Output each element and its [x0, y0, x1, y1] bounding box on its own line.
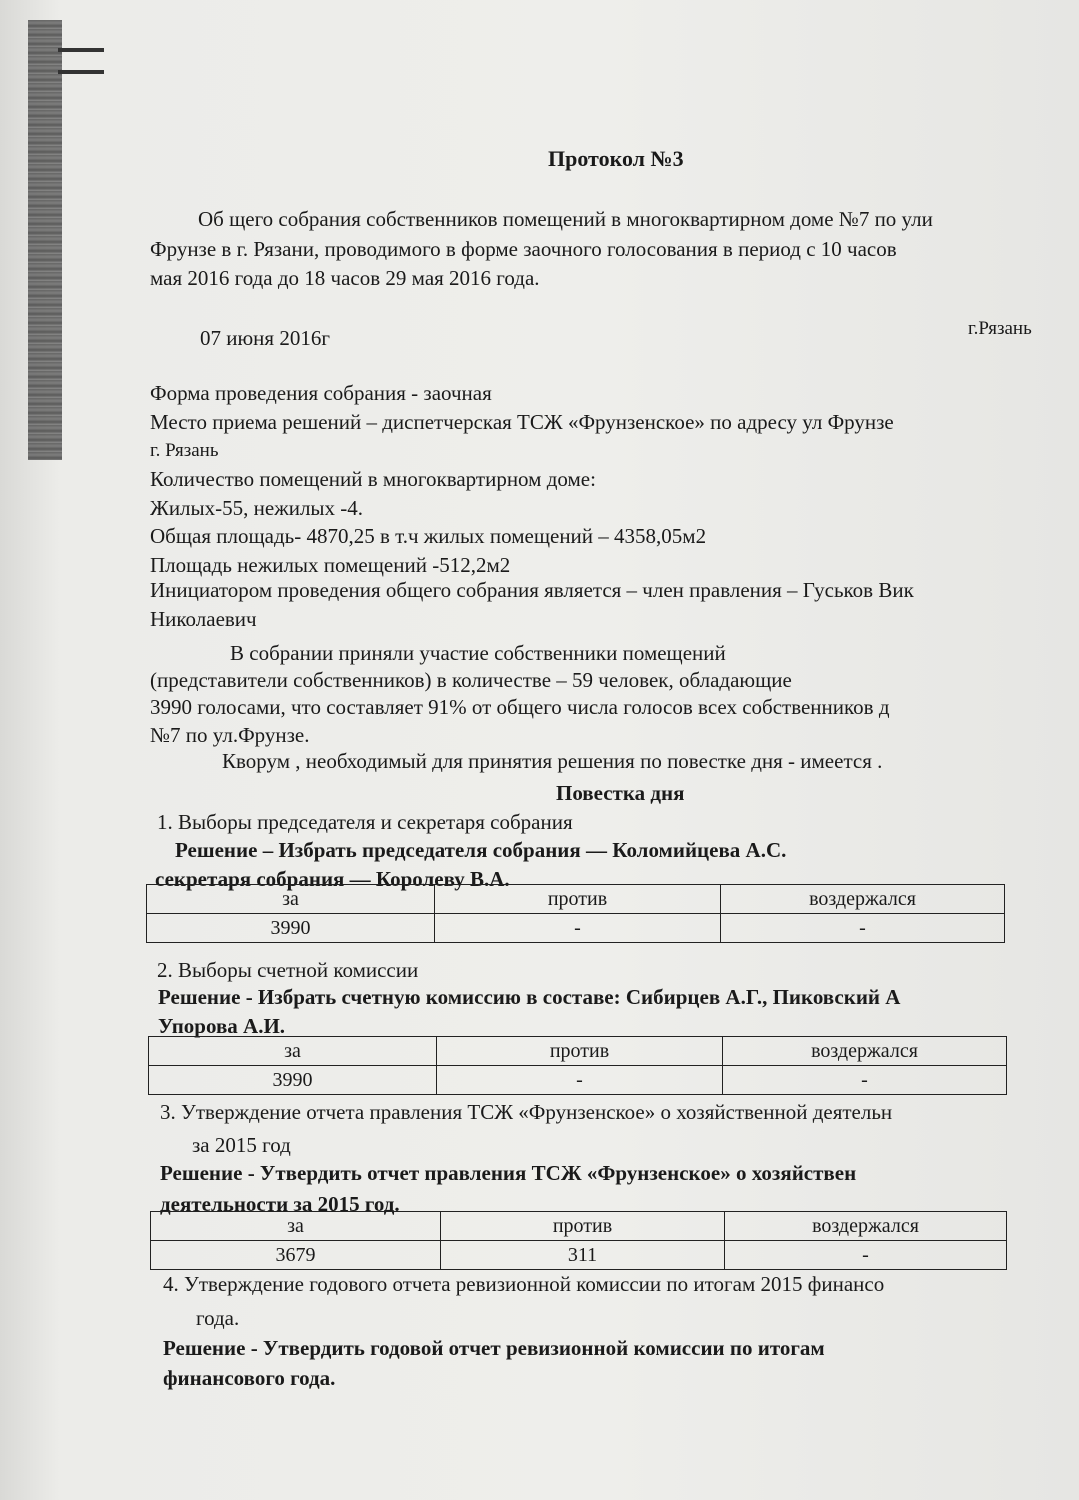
vote-value-for: 3990: [147, 914, 435, 943]
item-3-decision-1: Решение - Утвердить отчет правления ТСЖ «Фрунзенское» о хозяйствен: [160, 1161, 857, 1185]
item-2-title: 2. Выборы счетной комиссии: [157, 958, 419, 982]
info-city: г. Рязань: [150, 440, 219, 461]
item-4-decision-2: финансового года.: [163, 1366, 336, 1390]
intro-line-3: мая 2016 года до 18 часов 29 мая 2016 года.: [150, 266, 540, 290]
info-initiator: Инициатором проведения общего собрания является – член правления – Гуськов Вик: [150, 578, 914, 602]
info-rooms-title: Количество помещений в многоквартирном доме:: [150, 467, 596, 491]
vote-value-against: -: [437, 1066, 723, 1095]
agenda-title: Повестка дня: [556, 781, 685, 805]
intro-line-2: Фрунзе в г. Рязани, проводимого в форме заочного голосования в период с 10 часов: [150, 237, 897, 261]
item-3-title-2: за 2015 год: [192, 1133, 291, 1157]
participation-line-2: (представители собственников) в количестве – 59 человек, обладающие: [150, 668, 792, 692]
vote-value-row: [147, 914, 1005, 943]
vote-header-abstain: воздержался: [725, 1212, 1007, 1241]
vote-value-abstain: -: [721, 914, 1005, 943]
item-3-vote-table: [150, 1211, 1007, 1270]
document-city: г.Рязань: [968, 318, 1032, 339]
vote-header-against: против: [437, 1037, 723, 1066]
vote-value-row: [149, 1066, 1007, 1095]
item-2-decision-1: Решение - Избрать счетную комиссию в составе: Сибирцев А.Г., Пиковский А: [158, 985, 901, 1009]
vote-header-row: [147, 885, 1005, 914]
item-4-title-2: года.: [196, 1306, 240, 1330]
item-2-decision-2: Упорова А.И.: [158, 1014, 286, 1038]
item-4-decision-1: Решение - Утвердить годовой отчет ревизионной комиссии по итогам: [163, 1336, 825, 1360]
info-form: Форма проведения собрания - заочная: [150, 381, 492, 405]
vote-header-abstain: воздержался: [721, 885, 1005, 914]
binding-edge: [28, 20, 62, 460]
vote-header-row: [149, 1037, 1007, 1066]
vote-value-for: 3990: [149, 1066, 437, 1095]
vote-value-abstain: -: [723, 1066, 1007, 1095]
info-nonres-area: Площадь нежилых помещений -512,2м2: [150, 553, 511, 577]
staple-bottom: [58, 70, 104, 74]
vote-value-row: [151, 1241, 1007, 1270]
participation-line-4: №7 по ул.Фрунзе.: [150, 723, 310, 747]
info-rooms-count: Жилых-55, нежилых -4.: [150, 496, 364, 520]
vote-value-against: 311: [441, 1241, 725, 1270]
vote-value-for: 3679: [151, 1241, 441, 1270]
vote-header-against: против: [441, 1212, 725, 1241]
document-title: Протокол №3: [548, 146, 684, 171]
item-1-title: 1. Выборы председателя и секретаря собрания: [157, 810, 573, 834]
item-1-decision-2: секретаря собрания — Королеву В.А.: [155, 867, 510, 891]
participation-line-3: 3990 голосами, что составляет 91% от общего числа голосов всех собственников д: [150, 695, 890, 719]
item-1-vote-table: [146, 884, 1005, 943]
vote-value-abstain: -: [725, 1241, 1007, 1270]
intro-line-1: Об щего собрания собственников помещений в многоквартирном доме №7 по ули: [198, 207, 933, 231]
info-total-area: Общая площадь- 4870,25 в т.ч жилых помещений – 4358,05м2: [150, 524, 707, 548]
staple-top: [58, 48, 104, 52]
info-initiator-name: Николаевич: [150, 607, 257, 631]
item-4-title-1: 4. Утверждение годового отчета ревизионной комиссии по итогам 2015 финансо: [163, 1272, 885, 1296]
vote-header-for: за: [151, 1212, 441, 1241]
info-place: Место приема решений – диспетчерская ТСЖ «Фрунзенское» по адресу ул Фрунзе: [150, 410, 894, 434]
item-3-decision-2: деятельности за 2015 год.: [160, 1192, 400, 1216]
document-date: 07 июня 2016г: [200, 326, 330, 350]
vote-header-abstain: воздержался: [723, 1037, 1007, 1066]
vote-header-against: против: [435, 885, 721, 914]
item-1-decision-1: Решение – Избрать председателя собрания — Коломийцева А.С.: [175, 838, 787, 862]
item-2-vote-table: [148, 1036, 1007, 1095]
vote-header-row: [151, 1212, 1007, 1241]
participation-line-1: В собрании приняли участие собственники помещений: [230, 641, 726, 665]
vote-value-against: -: [435, 914, 721, 943]
vote-header-for: за: [147, 885, 435, 914]
vote-header-for: за: [149, 1037, 437, 1066]
item-3-title-1: 3. Утверждение отчета правления ТСЖ «Фрунзенское» о хозяйственной деятельн: [160, 1100, 893, 1124]
quorum-line: Кворум , необходимый для принятия решения по повестке дня - имеется .: [222, 749, 883, 773]
